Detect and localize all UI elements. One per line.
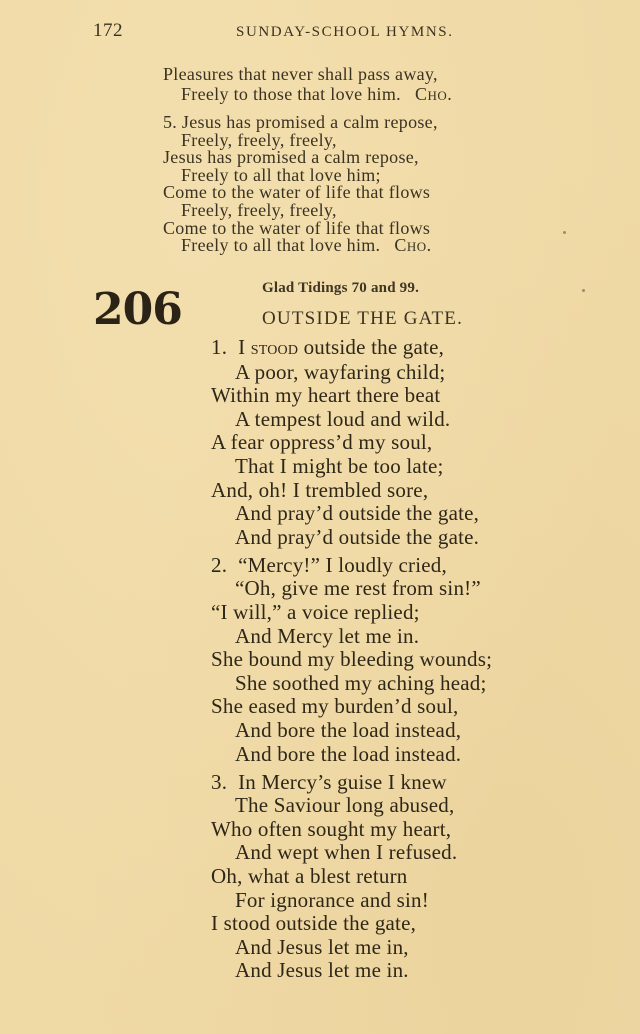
verse-line-text: In Mercy’s guise I knew [238,769,447,794]
verse-line [211,336,492,361]
stanza-2 [211,554,492,766]
verse-line-text: “Mercy!” I loudly cried, [238,552,447,577]
verse-line: Oh, what a blest return [211,864,408,889]
verse-line-text: Jesus has promised a calm repose, [181,112,438,132]
verse-line: Freely, freely, freely, [181,199,337,220]
verse-line: And Jesus let me in, [235,934,409,959]
verse-line: She bound my bleeding wounds; [211,647,493,672]
smallcaps-word: stood [250,337,299,359]
verse-line-text: Freely to all that love him. [181,235,381,256]
verse-line [163,114,438,132]
verse-line: That I might be too late; [235,453,444,478]
verse-line: Within my heart there beat [211,383,441,408]
verse-line [163,84,452,104]
page-number: 172 [93,20,123,41]
running-head: SUNDAY-SCHOOL HYMNS. [236,24,454,40]
verse-line-text: outside the gate, [298,335,445,359]
paper-speck [563,231,566,234]
verse-line: And bore the load instead. [235,741,462,766]
verse-line: And, oh! I trembled sore, [211,477,429,502]
stanza-number: 2. [211,552,228,577]
verse-line [211,554,492,578]
chorus-marker: Cho. [394,235,432,256]
previous-hymn-verse-5 [163,114,438,255]
verse-line-text: Freely to those that love him. [181,84,401,104]
verse-line: And Jesus let me in. [235,958,409,983]
chorus-marker: Cho. [414,84,453,104]
verse-line: Jesus has promised a calm repose, [163,147,419,168]
verse-line: Come to the water of life that flows [163,182,431,203]
verse-line: “I will,” a voice replied; [211,600,420,625]
verse-line: And Mercy let me in. [235,623,420,648]
stanza-number: 5. [163,112,178,132]
stanza-number: 1. [211,335,228,359]
verse-line: The Saviour long abused, [235,793,455,818]
verse-line: A tempest loud and wild. [235,406,451,431]
verse-line [211,771,492,795]
paper-speck [582,289,585,292]
verse-line [163,237,438,255]
verse-line: Pleasures that never shall pass away, [163,64,438,84]
hymn-body [211,336,492,988]
verse-line: And pray’d outside the gate, [235,501,480,526]
verse-line: Freely, freely, freely, [181,129,337,150]
verse-line: Freely to all that love him; [181,164,381,185]
verse-line: She eased my burden’d soul, [211,694,459,719]
stanza-1 [211,336,492,549]
verse-line: I stood outside the gate, [211,911,417,936]
verse-line: She soothed my aching head; [235,670,487,695]
verse-line: Who often sought my heart, [211,816,452,841]
previous-hymn-tail [163,64,452,104]
stanza-number: 3. [211,769,228,794]
verse-line: A poor, wayfaring child; [235,359,446,384]
verse-line-text: I [238,335,246,359]
hymn-number: 206 [93,284,182,335]
verse-line: Come to the water of life that flows [163,217,431,238]
verse-line: And wept when I refused. [235,840,458,865]
verse-line: A fear oppress’d my soul, [211,430,433,455]
verse-line: For ignorance and sin! [235,887,429,912]
verse-line: “Oh, give me rest from sin!” [235,576,481,601]
tune-reference: Glad Tidings 70 and 99. [262,280,420,296]
stanza-3 [211,771,492,983]
verse-line: And pray’d outside the gate. [235,524,480,549]
verse-line: And bore the load instead, [235,718,462,742]
hymn-title: OUTSIDE THE GATE. [262,308,464,329]
